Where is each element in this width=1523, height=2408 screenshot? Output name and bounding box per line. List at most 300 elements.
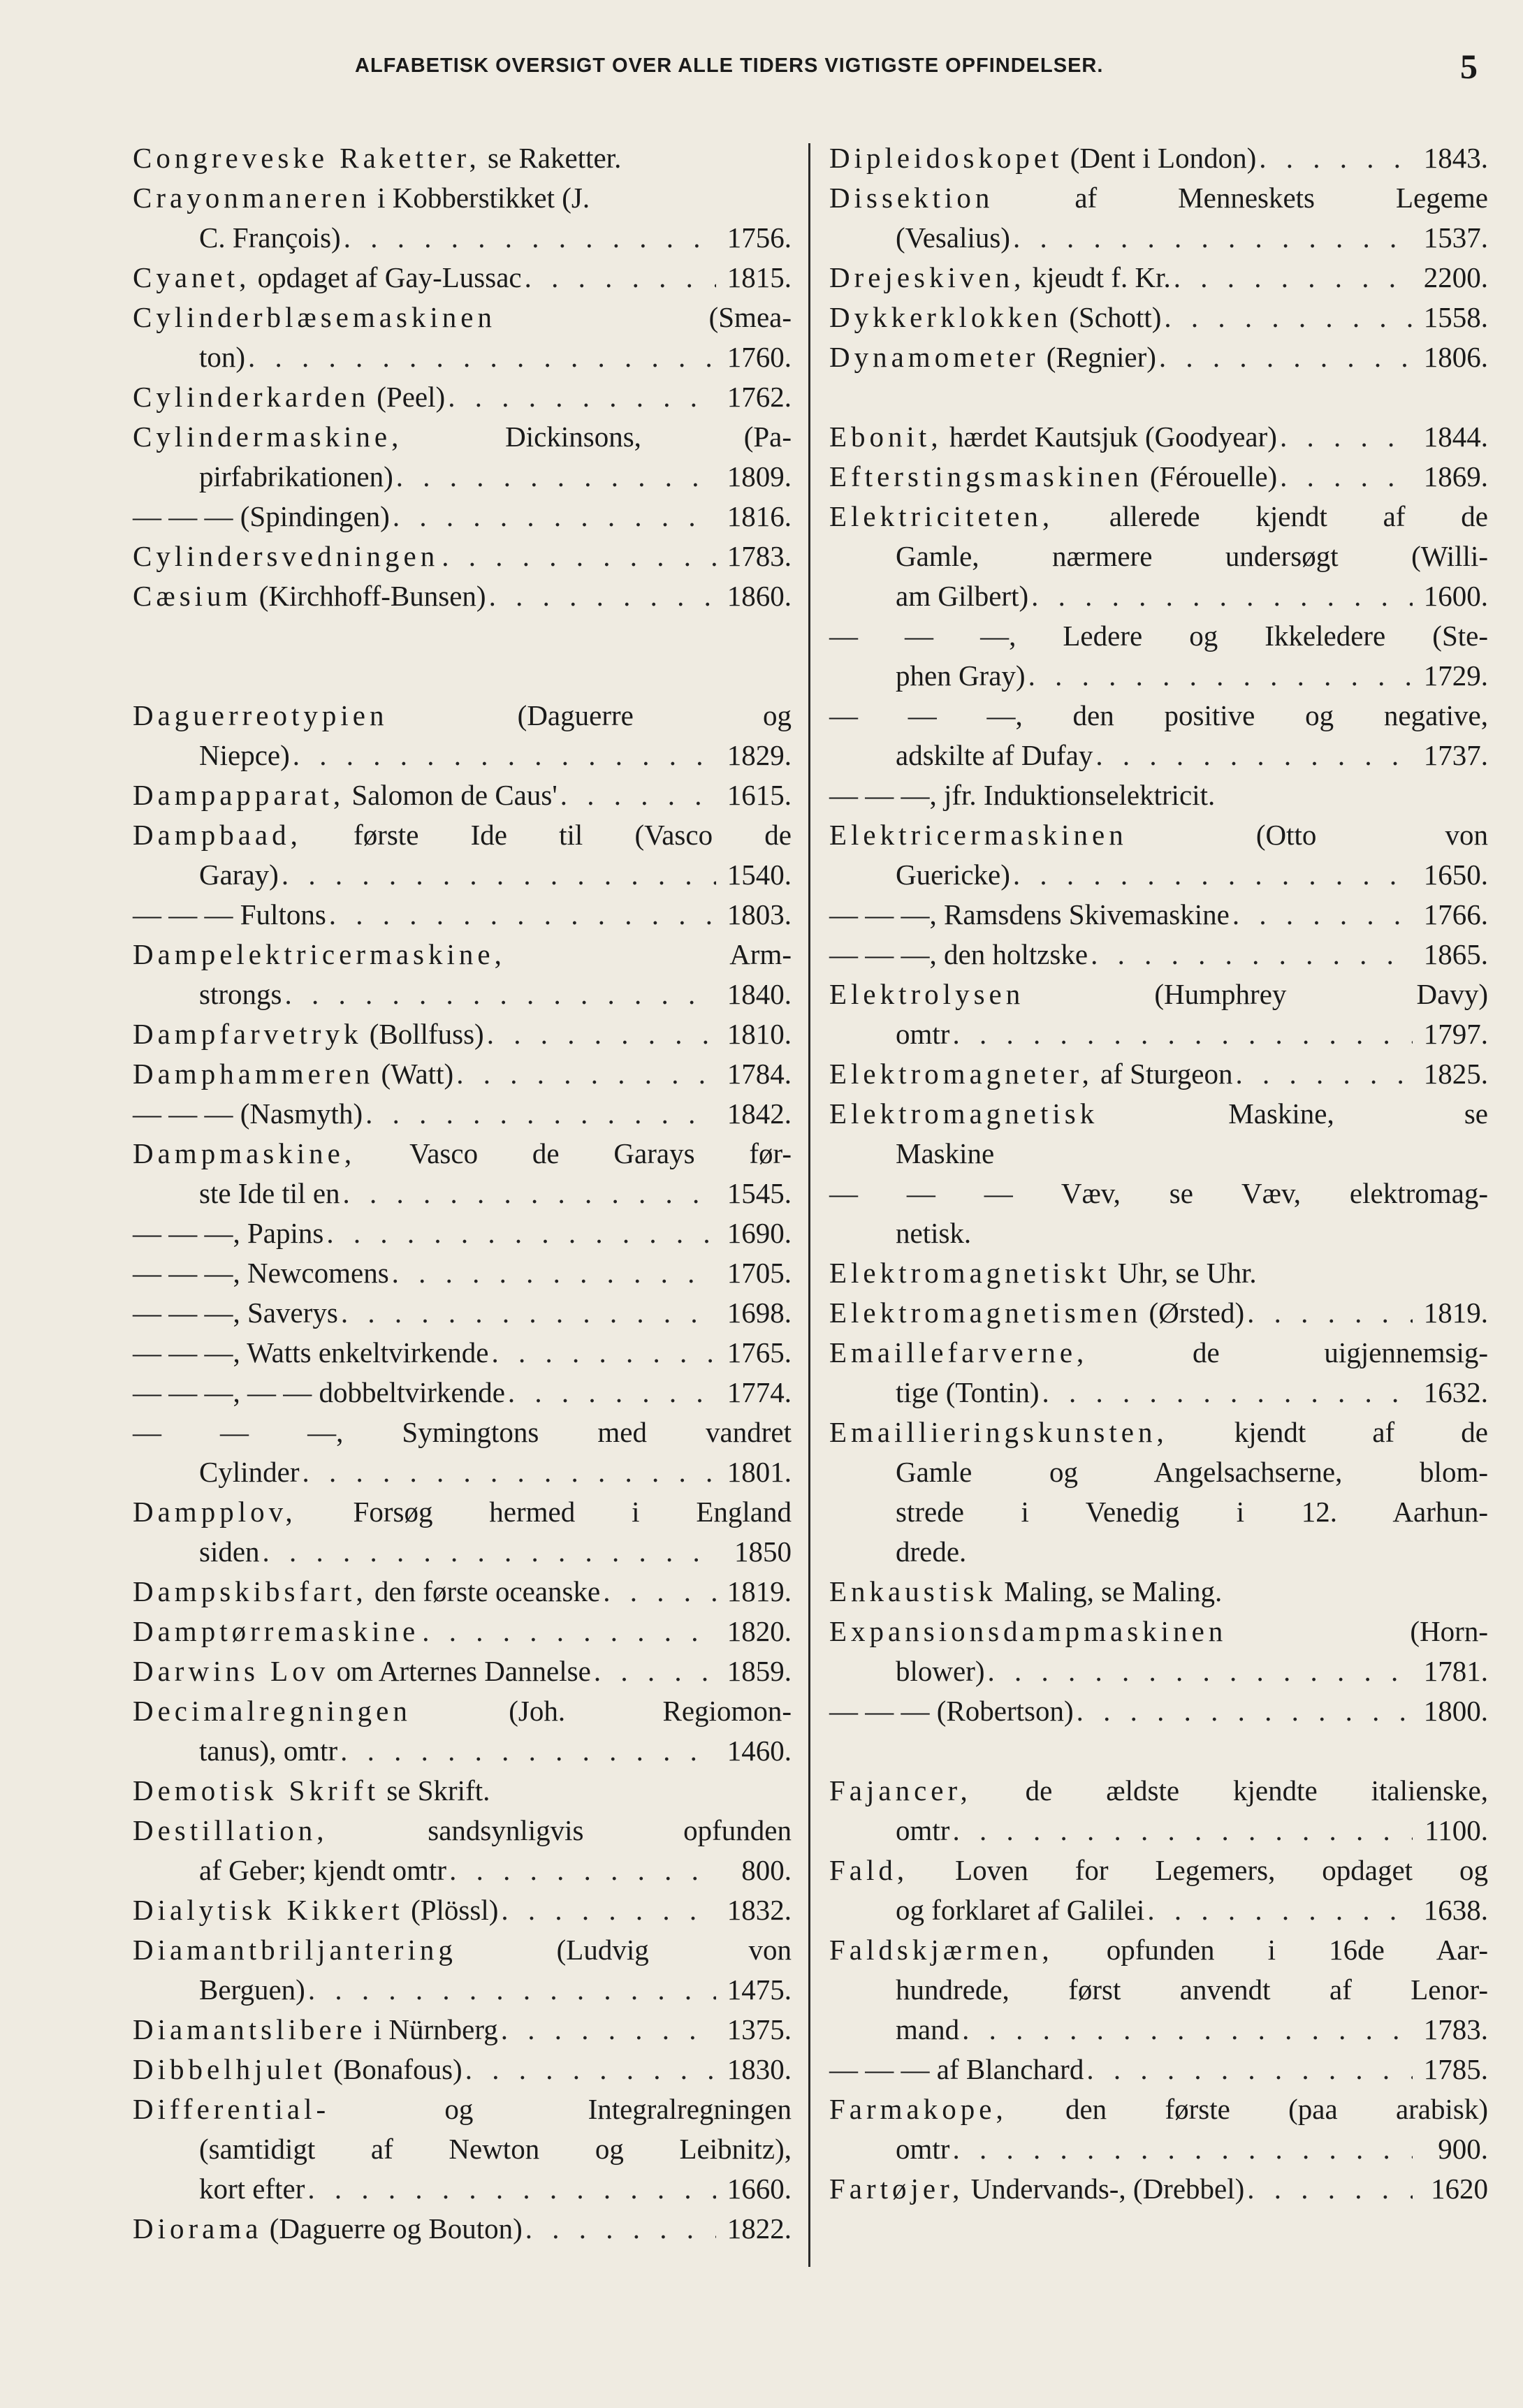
entry-year: 1797. [1423, 1018, 1488, 1050]
index-entry [829, 696, 1488, 775]
entry-description: (Bonafous) [326, 2053, 462, 2085]
entry-year: 1819. [727, 1575, 792, 1607]
entry-term: Cylindersvedningen [133, 540, 439, 572]
entry-description: opdaget af Gay-Lussac [250, 261, 522, 293]
entry-text [896, 656, 1026, 696]
index-entry [829, 337, 1488, 377]
entry-year: 1832. [727, 1894, 792, 1926]
entry-text [133, 178, 590, 218]
index-entry [133, 178, 792, 258]
dot-leader [1259, 138, 1413, 178]
entry-year: 1860. [727, 580, 792, 612]
dot-leader [594, 1651, 716, 1691]
entry-description: — — — Fultons [133, 898, 326, 931]
entry-line [829, 656, 1488, 696]
entry-line [829, 337, 1488, 377]
entry-line [133, 1213, 792, 1253]
entry-text [829, 1413, 1488, 1452]
entry-text [133, 537, 439, 576]
index-entry [133, 1094, 792, 1134]
dot-leader [465, 2050, 716, 2089]
entry-year: 1865. [1423, 938, 1488, 970]
entry-description: Berguen) [199, 1973, 305, 2006]
entry-line [829, 895, 1488, 935]
index-entry [133, 2089, 792, 2209]
entry-year: 1840. [727, 978, 792, 1010]
entry-text [829, 815, 1488, 855]
entry-line [829, 1572, 1488, 1612]
entry-year: 1825. [1423, 1058, 1488, 1090]
entry-year: 1842. [727, 1097, 792, 1130]
entry-description: Forsøg hermed i England [296, 1496, 792, 1528]
index-entry [133, 1492, 792, 1572]
entry-line [133, 935, 792, 975]
dot-leader [344, 218, 716, 258]
entry-description: — — — (Spindingen) [133, 500, 390, 532]
dot-leader [525, 2209, 716, 2249]
entry-line [133, 298, 792, 337]
entry-line [829, 1811, 1488, 1851]
dot-leader [491, 1333, 716, 1373]
index-entry [133, 1572, 792, 1612]
entry-term: Cylindermaskine, [133, 421, 403, 453]
entry-line [133, 1851, 792, 1890]
entry-line [829, 616, 1488, 656]
entry-description: — — — Væv, se Væv, elektromag- [829, 1177, 1488, 1209]
entry-term: Elektromagnetismen [829, 1297, 1142, 1329]
entry-text [133, 1413, 792, 1452]
entry-text [133, 1890, 498, 1930]
index-entry [829, 298, 1488, 337]
entry-line [133, 2050, 792, 2089]
index-entry [133, 298, 792, 377]
entry-year: 1737. [1423, 739, 1488, 771]
entry-line [829, 1253, 1488, 1293]
entry-term: Fald, [829, 1854, 909, 1886]
entry-text [133, 1094, 363, 1134]
entry-text [829, 2089, 1488, 2129]
entry-line [829, 2129, 1488, 2169]
entry-term: Elektriciteten, [829, 500, 1054, 532]
entry-description: (Humphrey Davy) [1024, 978, 1488, 1010]
entry-text [829, 775, 1215, 815]
index-entry [829, 1094, 1488, 1174]
entry-description: phen Gray) [896, 659, 1026, 692]
entry-term: Drejeskiven, [829, 261, 1026, 293]
entry-line [829, 298, 1488, 337]
entry-description: Gamle, nærmere undersøgt (Willi- [896, 540, 1488, 572]
entry-text [199, 1174, 340, 1213]
entry-description: — — — (Robertson) [829, 1695, 1074, 1727]
entry-term: Elektricermaskinen [829, 819, 1128, 851]
entry-year: 1600. [1423, 580, 1488, 612]
dot-leader [1091, 935, 1413, 975]
dot-leader [501, 2010, 716, 2050]
dot-leader [1235, 1054, 1413, 1094]
entry-line [133, 1293, 792, 1333]
entry-term: Elektromagnetiskt [829, 1257, 1111, 1289]
entry-description: se Raketter. [480, 142, 622, 174]
entry-text [199, 2129, 792, 2169]
dot-leader [442, 537, 716, 576]
entry-description: (Daguerre og Bouton) [262, 2212, 523, 2245]
entry-term: Damptørremaskine [133, 1615, 420, 1647]
entry-description: Cylinder [199, 1456, 300, 1488]
index-entry [829, 1333, 1488, 1413]
entry-description: ton) [199, 341, 246, 373]
entry-year: 1620 [1431, 2173, 1488, 2205]
entry-text [829, 1293, 1244, 1333]
index-entry [829, 1612, 1488, 1691]
entry-line [133, 377, 792, 417]
entry-description: tige (Tontin) [896, 1376, 1040, 1408]
index-entry [133, 1930, 792, 2010]
entry-term: Damphammeren [133, 1058, 374, 1090]
dot-leader [1280, 457, 1413, 497]
entry-description: mand [896, 2013, 960, 2045]
entry-term: Dynamometer [829, 341, 1040, 373]
entry-line [133, 1094, 792, 1134]
entry-line [829, 1014, 1488, 1054]
dot-leader [1147, 1890, 1413, 1930]
dot-leader [1031, 576, 1413, 616]
entry-text [829, 417, 1277, 457]
index-entry [829, 1054, 1488, 1094]
entry-year: 1829. [727, 739, 792, 771]
entry-year: 1781. [1423, 1655, 1488, 1687]
index-entry [133, 1890, 792, 1930]
index-entry [829, 2169, 1488, 2209]
entry-description: af Menneskets Legeme [993, 182, 1488, 214]
entry-text [829, 1771, 1488, 1811]
dot-leader [1086, 2050, 1413, 2089]
entry-description: omtr [896, 1814, 950, 1846]
entry-description: (Bollfuss) [362, 1018, 484, 1050]
entry-line [133, 696, 792, 736]
entry-line [829, 1094, 1488, 1134]
entry-line [133, 1014, 792, 1054]
entry-text [199, 1970, 305, 2010]
dot-leader [422, 1612, 716, 1651]
entry-line [829, 2089, 1488, 2129]
entry-text [133, 1492, 792, 1532]
entry-description: af Geber; kjendt omtr [199, 1854, 447, 1886]
dot-leader [988, 1651, 1413, 1691]
dot-leader [341, 1293, 716, 1333]
entry-year: 1783. [1423, 2013, 1488, 2045]
entry-text [829, 1094, 1488, 1134]
entry-text [896, 218, 1010, 258]
entry-line [829, 1333, 1488, 1373]
section-gap [133, 616, 792, 656]
entry-line [829, 537, 1488, 576]
entry-text [133, 1014, 484, 1054]
entry-description: den første oceanske [367, 1575, 601, 1607]
entry-line [133, 1413, 792, 1452]
entry-line [133, 1731, 792, 1771]
entry-text [829, 1333, 1488, 1373]
section-gap [133, 656, 792, 696]
entry-line [133, 178, 792, 218]
entry-line [133, 1612, 792, 1651]
index-entry [829, 775, 1488, 815]
entry-description: — — —, Watts enkeltvirkende [133, 1336, 489, 1369]
dot-leader [1013, 855, 1413, 895]
entry-line [829, 1293, 1488, 1333]
entry-description: — — — (Nasmyth) [133, 1097, 363, 1130]
entry-line [829, 1930, 1488, 1970]
dot-leader [1013, 218, 1413, 258]
entry-line [133, 855, 792, 895]
entry-text [896, 576, 1028, 616]
entry-term: Dibbelhjulet [133, 2053, 326, 2085]
entry-text [829, 1612, 1488, 1651]
entry-line [133, 2010, 792, 2050]
dot-leader [456, 1054, 716, 1094]
entry-description: Gamle og Angelsachserne, blom- [896, 1456, 1488, 1488]
entry-description: se Skrift. [379, 1774, 490, 1807]
entry-description: de uigjennemsig- [1088, 1336, 1488, 1369]
entry-description: — — —, Symingtons med vandret [133, 1416, 792, 1448]
index-entry [133, 1811, 792, 1890]
entry-text [133, 377, 445, 417]
entry-term: Elektromagneter, [829, 1058, 1093, 1090]
entry-year: 800. [741, 1854, 792, 1886]
entry-text [199, 337, 245, 377]
entry-description: (samtidigt af Newton og Leibnitz), [199, 2133, 792, 2165]
entry-text [829, 2050, 1084, 2089]
entry-term: Congreveske Raketter, [133, 142, 481, 174]
entry-text [133, 576, 486, 616]
entry-year: 900. [1438, 2133, 1488, 2165]
entry-year: 1762. [727, 381, 792, 413]
entry-description: Uhr, se Uhr. [1110, 1257, 1257, 1289]
index-entry [133, 895, 792, 935]
entry-year: 1632. [1423, 1376, 1488, 1408]
entry-year: 1815. [727, 261, 792, 293]
entry-line [133, 1691, 792, 1731]
entry-description: kjeudt f. Kr. [1025, 261, 1171, 293]
dot-leader [1028, 656, 1413, 696]
entry-text [133, 935, 792, 975]
section-gap [829, 1731, 1488, 1771]
entry-term: Dipleidoskopet [829, 142, 1063, 174]
entry-text [829, 935, 1088, 975]
entry-description: Niepce) [199, 739, 290, 771]
running-header: ALFABETISK OVERSIGT OVER ALLE TIDERS VIGTIGSTE OPFINDELSER. [355, 54, 1104, 77]
entry-term: Darwins Lov [133, 1655, 330, 1687]
entry-year: 1783. [727, 540, 792, 572]
entry-year: 1729. [1423, 659, 1488, 692]
entry-line [133, 138, 792, 178]
index-entry [133, 775, 792, 815]
entry-year: 1803. [727, 898, 792, 931]
index-entry [133, 1651, 792, 1691]
entry-year: 1816. [727, 500, 792, 532]
entry-term: Crayonmaneren [133, 182, 370, 214]
entry-year: 1690. [727, 1217, 792, 1249]
entry-line [133, 975, 792, 1014]
entry-term: Farmakope, [829, 2093, 1007, 2125]
entry-line [829, 1054, 1488, 1094]
entry-line [829, 1612, 1488, 1651]
entry-description: (Vesalius) [896, 221, 1010, 254]
entry-text [829, 258, 1171, 298]
entry-term: Cyanet, [133, 261, 251, 293]
entry-line [829, 855, 1488, 895]
entry-term: Emaillefarverne, [829, 1336, 1088, 1369]
entry-description: (Férouelle) [1142, 460, 1278, 492]
entry-year: 1809. [727, 460, 792, 492]
dot-leader [1042, 1373, 1413, 1413]
entry-term: Cylinderblæsemaskinen [133, 301, 497, 333]
entry-line [133, 1174, 792, 1213]
entry-line [829, 138, 1488, 178]
entry-term: Dykkerklokken [829, 301, 1063, 333]
dot-leader [396, 457, 716, 497]
entry-description: Maling, se Maling. [996, 1575, 1223, 1607]
index-entry [133, 258, 792, 298]
entry-year: 1375. [727, 2013, 792, 2045]
entry-line [133, 815, 792, 855]
entry-term: Emaillieringskunsten, [829, 1416, 1168, 1448]
entry-year: 1820. [727, 1615, 792, 1647]
entry-description: opfunden i 16de Aar- [1053, 1934, 1488, 1966]
index-entry [829, 975, 1488, 1054]
entry-description: (Otto von [1127, 819, 1488, 851]
entry-year: 1540. [727, 859, 792, 891]
entry-text [133, 1213, 323, 1253]
entry-year: 1784. [727, 1058, 792, 1090]
dot-leader [340, 1731, 716, 1771]
entry-year: 1810. [727, 1018, 792, 1050]
entry-term: Differential- [133, 2093, 330, 2125]
entry-line [829, 218, 1488, 258]
entry-year: 1705. [727, 1257, 792, 1289]
entry-text [896, 1452, 1488, 1492]
dot-leader [392, 1253, 716, 1293]
entry-description: den første (paa arabisk) [1007, 2093, 1488, 2125]
entry-text [133, 1134, 792, 1174]
entry-description: Vasco de Garays før- [356, 1137, 792, 1169]
dot-leader [263, 1532, 716, 1572]
dot-leader [326, 1213, 716, 1253]
entry-line [133, 775, 792, 815]
dot-leader [302, 1452, 716, 1492]
entry-year: 1760. [727, 341, 792, 373]
entry-line [829, 1373, 1488, 1413]
column-divider [808, 143, 810, 2267]
entry-text [829, 457, 1277, 497]
entry-year: 1766. [1423, 898, 1488, 931]
entry-year: 1801. [727, 1456, 792, 1488]
entry-description: (Smea- [496, 301, 792, 333]
index-entry [829, 1572, 1488, 1612]
entry-line [829, 736, 1488, 775]
entry-description: om Arternes Dannelse [329, 1655, 591, 1687]
right-column [829, 138, 1488, 2209]
entry-description: strongs [199, 978, 282, 1010]
entry-description: og Integralregningen [330, 2093, 792, 2125]
entry-description: Maskine, se [1098, 1097, 1488, 1130]
entry-description: kort efter [199, 2173, 305, 2205]
entry-text [829, 1253, 1257, 1293]
entry-description: (Regnier) [1039, 341, 1156, 373]
entry-line [829, 1651, 1488, 1691]
entry-text [133, 1612, 419, 1651]
index-entry [133, 935, 792, 1014]
entry-description: (Daguerre og [388, 699, 792, 731]
entry-text [133, 1930, 792, 1970]
entry-text [829, 178, 1488, 218]
entry-term: Daguerreotypien [133, 699, 388, 731]
entry-term: Diamantbriljantering [133, 1934, 457, 1966]
entry-description: — — —, den positive og negative, [829, 699, 1488, 731]
entry-line [829, 178, 1488, 218]
entry-description: Arm- [505, 938, 792, 970]
entry-line [133, 1452, 792, 1492]
entry-text [133, 1293, 338, 1333]
entry-year: 1800. [1423, 1695, 1488, 1727]
entry-text [199, 1731, 337, 1771]
entry-line [829, 1213, 1488, 1253]
entry-year: 1638. [1423, 1894, 1488, 1926]
index-entry [133, 417, 792, 497]
entry-description: hærdet Kautsjuk (Goodyear) [942, 421, 1277, 453]
index-entry [133, 2050, 792, 2089]
entry-line [829, 1452, 1488, 1492]
entry-term: Dampplov, [133, 1496, 297, 1528]
index-entry [133, 1213, 792, 1253]
entry-term: Dampbaad, [133, 819, 302, 851]
entry-description: — — —, Ledere og Ikkeledere (Ste- [829, 620, 1488, 652]
entry-line [133, 258, 792, 298]
entry-text [896, 1373, 1040, 1413]
index-entry [133, 1054, 792, 1094]
entry-term: Dampelektricermaskine, [133, 938, 506, 970]
index-entry [829, 815, 1488, 895]
entry-line [829, 1134, 1488, 1174]
entry-description: i Nürnberg [366, 2013, 498, 2045]
entry-year: 1850 [734, 1535, 792, 1568]
entry-text [896, 2129, 949, 2169]
entry-description: hundrede, først anvendt af Lenor- [896, 1973, 1488, 2006]
entry-term: Dissektion [829, 182, 994, 214]
entry-text [133, 2089, 792, 2129]
entry-year: 1698. [727, 1297, 792, 1329]
entry-text [133, 1572, 600, 1612]
entry-year: 1822. [727, 2212, 792, 2245]
entry-line [133, 497, 792, 537]
entry-year: 1475. [727, 1973, 792, 2006]
entry-line [829, 497, 1488, 537]
entry-text [829, 1691, 1074, 1731]
dot-leader [508, 1373, 716, 1413]
entry-text [896, 1213, 971, 1253]
entry-text [829, 337, 1156, 377]
entry-line [829, 815, 1488, 855]
entry-description: Dickinsons, (Pa- [402, 421, 792, 453]
entry-line [829, 1970, 1488, 2010]
entry-text [829, 1174, 1488, 1213]
entry-text [133, 895, 326, 935]
dot-leader [962, 2010, 1413, 2050]
entry-text [133, 2209, 523, 2249]
entry-text [829, 1851, 1488, 1890]
entry-description: siden [199, 1535, 260, 1568]
entry-line [133, 457, 792, 497]
entry-text [829, 1572, 1222, 1612]
